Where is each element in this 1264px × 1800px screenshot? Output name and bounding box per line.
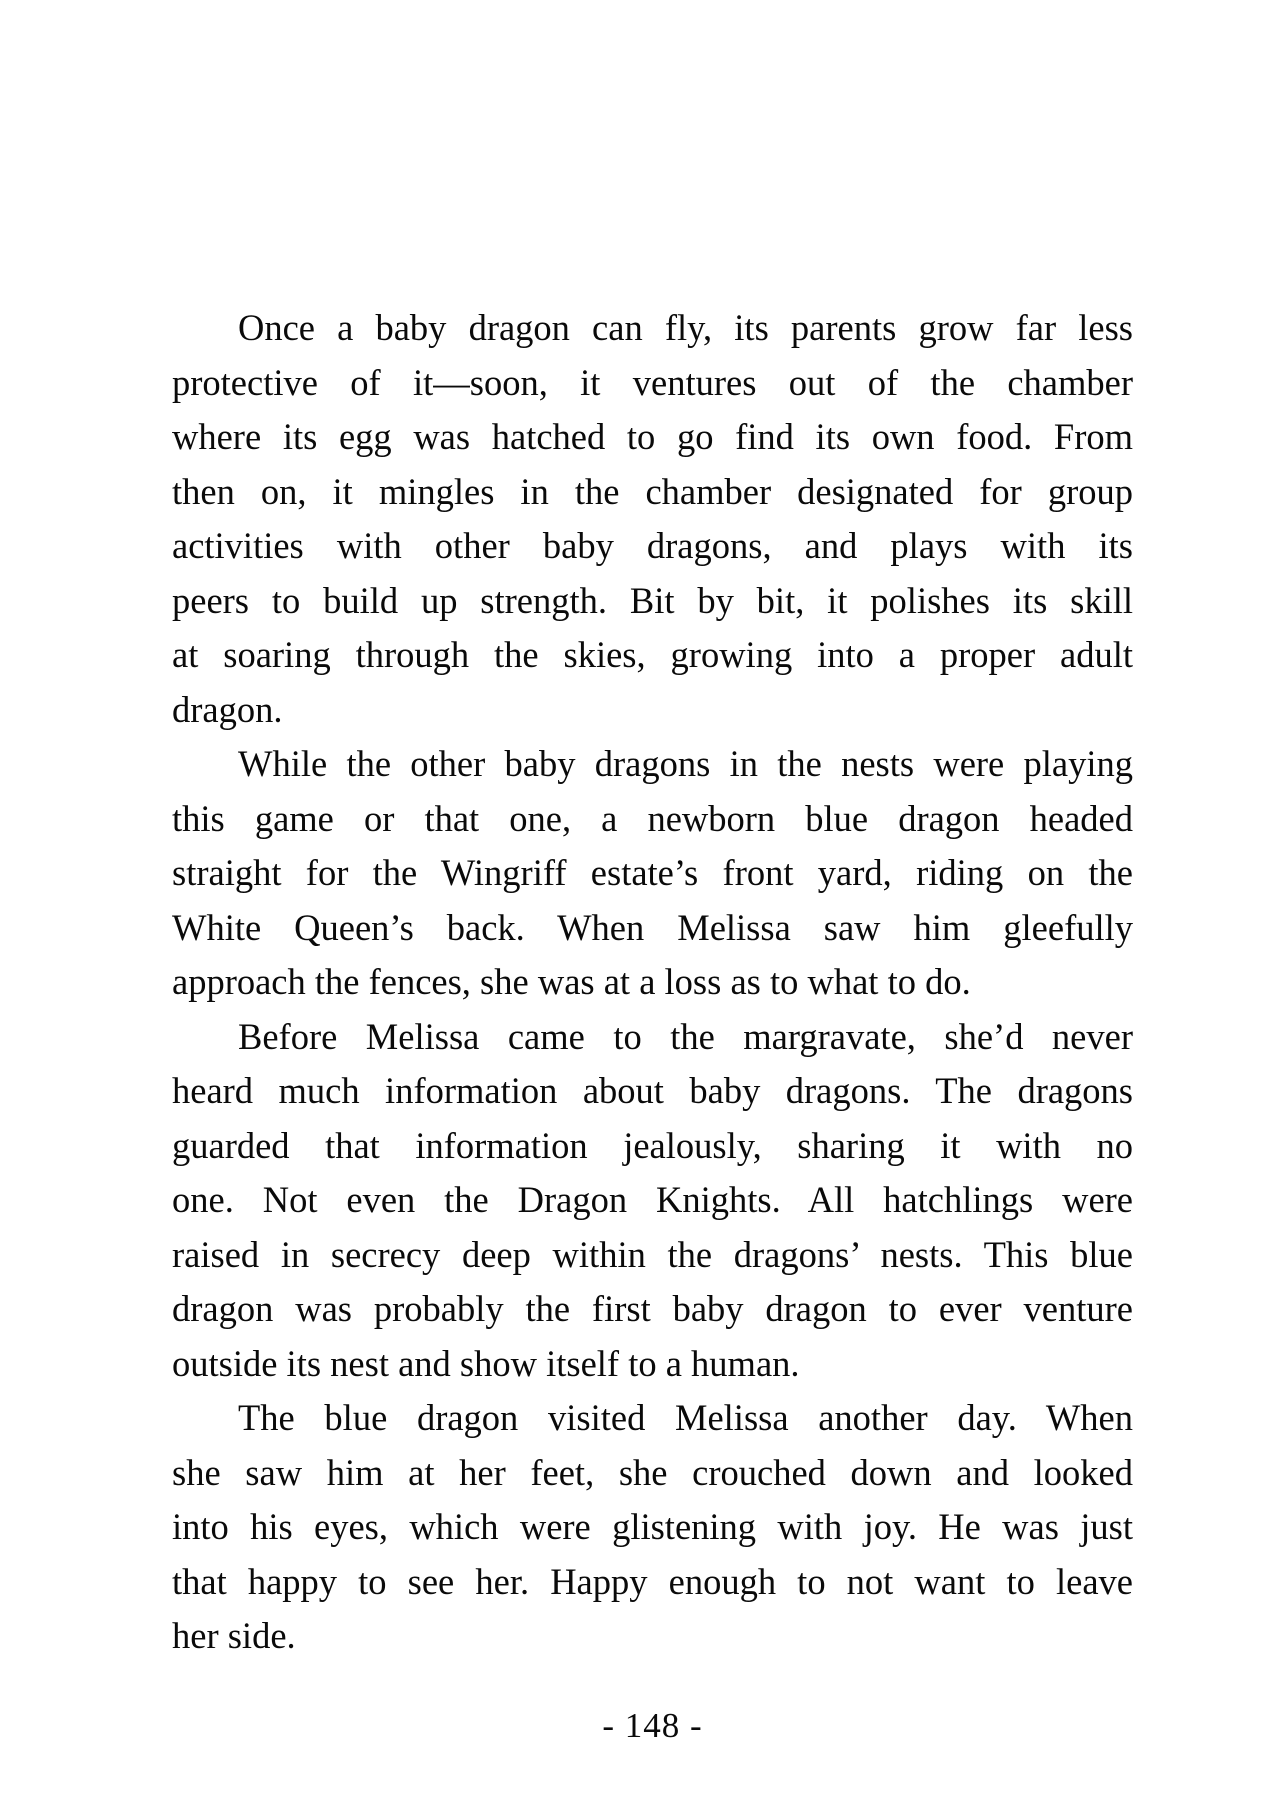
text-line: she saw him at her feet, she crouched down and looked bbox=[172, 1451, 1133, 1493]
text-line: Before Melissa came to the margravate, she’d never bbox=[238, 1015, 1133, 1057]
text-line: heard much information about baby dragons. The dragons bbox=[172, 1070, 1133, 1111]
text-line: Once a baby dragon can fly, its parents grow far less bbox=[238, 307, 1133, 348]
page-number: - 148 - bbox=[602, 1706, 703, 1745]
text-line: one. Not even the Dragon Knights. All hatchlings were bbox=[172, 1179, 1133, 1220]
text-line: this game or that one, a newborn blue dragon headed bbox=[172, 797, 1133, 839]
paragraph bbox=[172, 301, 1133, 737]
text-line: at soaring through the skies, growing into a proper adult bbox=[172, 634, 1133, 675]
text-line: dragon. bbox=[172, 688, 283, 730]
text-line: guarded that information jealously, sharing it with no bbox=[172, 1124, 1133, 1166]
text-line: then on, it mingles in the chamber designated for group bbox=[172, 470, 1133, 512]
text-line: peers to build up strength. Bit by bit, it polishes its skill bbox=[172, 579, 1133, 621]
text-line: outside its nest and show itself to a human. bbox=[172, 1342, 800, 1384]
text-line: that happy to see her. Happy enough to not want to leave bbox=[172, 1560, 1133, 1602]
text-line: White Queen’s back. When Melissa saw him gleefully bbox=[172, 906, 1133, 948]
text-line: into his eyes, which were glistening with joy. He was just bbox=[172, 1506, 1133, 1547]
paragraph bbox=[172, 737, 1133, 1010]
text-line: her side. bbox=[172, 1615, 296, 1656]
text-line: activities with other baby dragons, and plays with its bbox=[172, 525, 1133, 566]
text-line: While the other baby dragons in the nests were playing bbox=[238, 743, 1133, 784]
text-line: The blue dragon visited Melissa another day. When bbox=[238, 1397, 1133, 1438]
text-block bbox=[172, 301, 1133, 1664]
paragraph bbox=[172, 1391, 1133, 1664]
text-line: raised in secrecy deep within the dragons’ nests. This blue bbox=[172, 1233, 1133, 1275]
text-line: protective of it—soon, it ventures out of the chamber bbox=[172, 361, 1133, 403]
text-line: where its egg was hatched to go find its own food. From bbox=[172, 416, 1133, 457]
text-line: dragon was probably the first baby dragon to ever venture bbox=[172, 1288, 1133, 1329]
text-line: approach the fences, she was at a loss as to what to do. bbox=[172, 961, 971, 1002]
paragraph bbox=[172, 1010, 1133, 1392]
text-line: straight for the Wingriff estate’s front yard, riding on the bbox=[172, 852, 1133, 893]
